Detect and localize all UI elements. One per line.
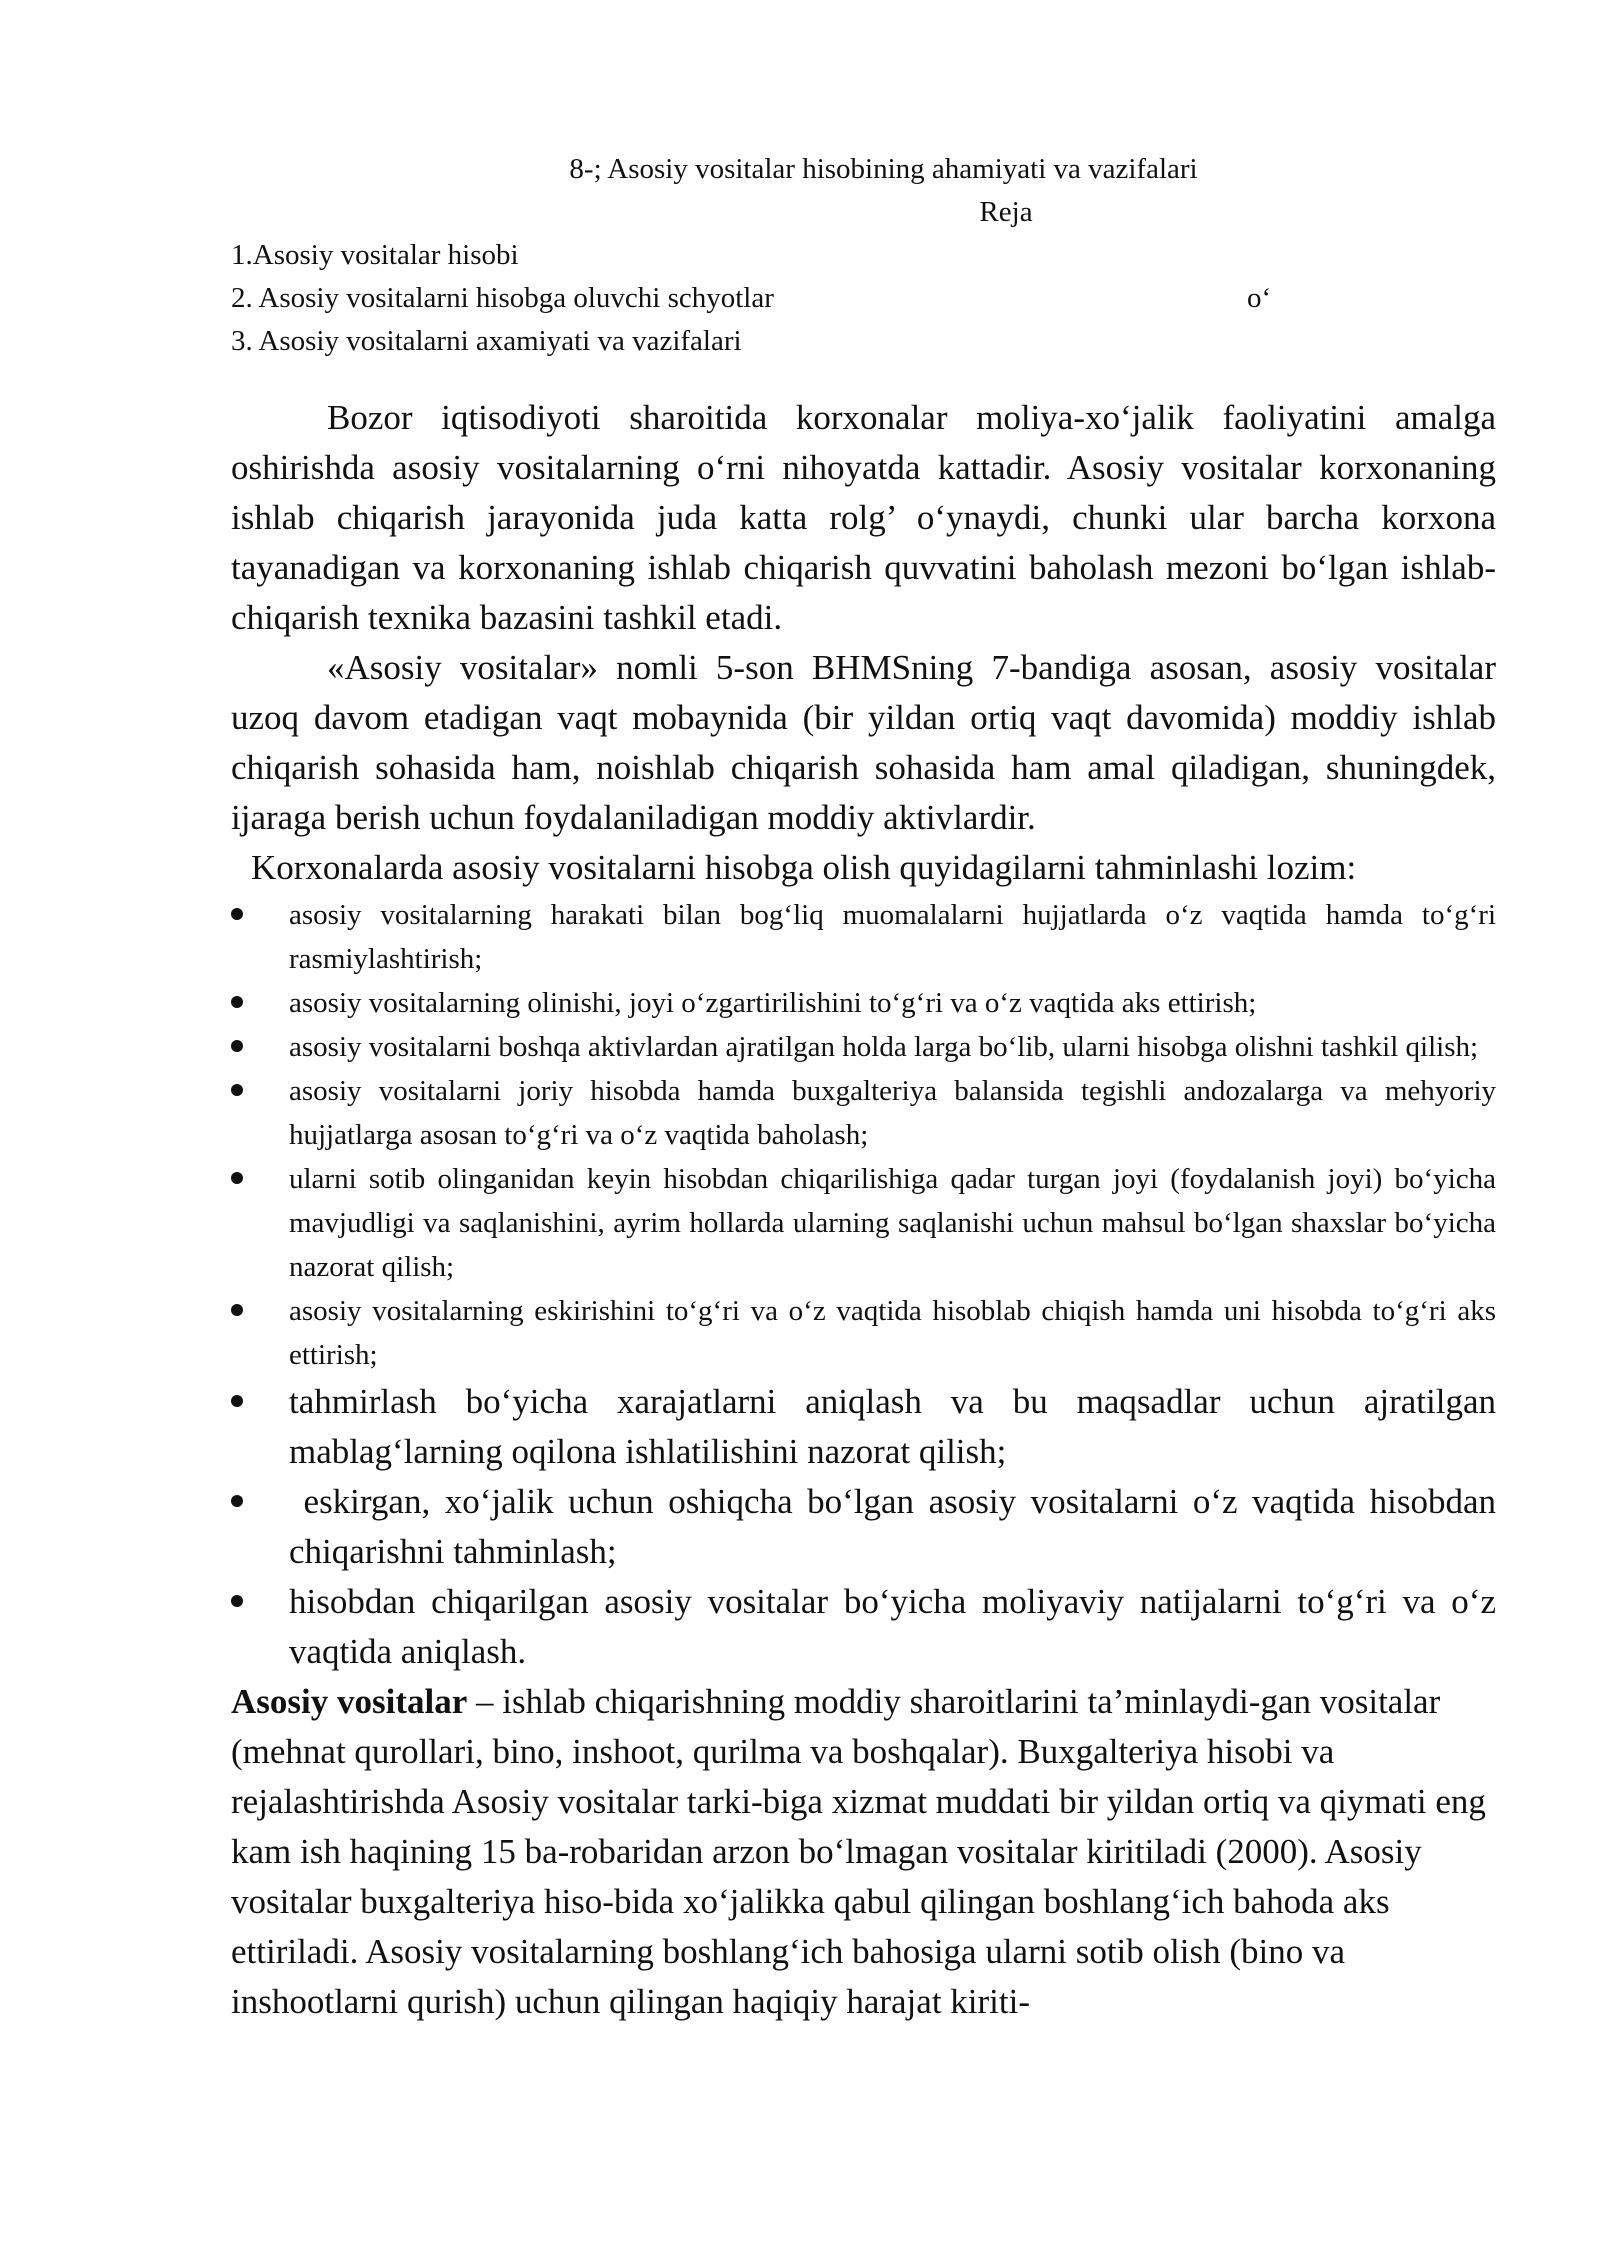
- bullet-icon: [231, 1395, 243, 1407]
- plan-item-text: 2. Asosiy vositalarni hisobga oluvchi schyotlar: [231, 282, 774, 314]
- list-item-text: asosiy vositalarni boshqa aktivlardan ajratilgan holda larga bo‘lib, ularni hisobga olishni tashkil qilish;: [289, 1031, 1479, 1063]
- list-item-text: asosiy vositalarni joriy hisobda hamda buxgalteriya balansida tegishli andozalarga va mehyoriy hujjatlarga asosan to‘g‘ri va o‘z vaqtida baholash;: [289, 1075, 1496, 1151]
- bullet-icon: [231, 1495, 243, 1507]
- plan-list: [231, 234, 1496, 363]
- list-item: [231, 1577, 1496, 1677]
- list-intro: Korxonalarda asosiy vositalarni hisobga olish quyidagilarni tahminlashi lozim:: [251, 848, 1357, 887]
- requirements-list: [231, 893, 1505, 1677]
- list-item-text: asosiy vositalarning eskirishini to‘g‘ri va o‘z vaqtida hisoblab chiqish hamda uni hisobda to‘g‘ri aks ettirish;: [289, 1295, 1496, 1371]
- list-item: [231, 1069, 1496, 1157]
- bullet-icon: [231, 996, 243, 1008]
- plan-heading: Reja: [979, 196, 1033, 228]
- plan-item-stray-char: o‘: [1247, 282, 1272, 314]
- list-item: [231, 981, 1496, 1025]
- bullet-icon: [231, 1084, 243, 1096]
- list-item-text: hisobdan chiqarilgan asosiy vositalar bo‘yicha moliyaviy natijalarni to‘g‘ri va o‘z vaqtida aniqlash.: [289, 1582, 1496, 1671]
- paragraph: «Asosiy vositalar» nomli 5-son BHMSning 7-bandiga asosan, asosiy vositalar uzoq davom etadigan vaqt mobaynida (bir yildan ortiq vaqt davomida) moddiy ishlab chiqarish sohasida ham, noishlab chiqarish sohasida ham amal qiladigan, shuningdek, ijaraga berish uchun foydalaniladigan moddiy aktivlardir.: [231, 648, 1496, 837]
- list-item: [231, 1289, 1496, 1377]
- document-title: 8-; Asosiy vositalar hisobining ahamiyati va vazifalari: [569, 153, 1198, 185]
- list-item-text: eskirgan, xo‘jalik uchun oshiqcha bo‘lgan asosiy vositalarni o‘z vaqtida hisobdan chiqarishni tahminlash;: [289, 1482, 1505, 1571]
- list-item: [231, 1477, 1505, 1577]
- definition-paragraph: [231, 1677, 1496, 2027]
- plan-item-text: 1.Asosiy vositalar hisobi: [231, 239, 519, 271]
- document-content: [231, 148, 1505, 2027]
- list-item: [231, 1377, 1496, 1477]
- list-item-text: asosiy vositalarning harakati bilan bog‘liq muomalalarni hujjatlarda o‘z vaqtida hamda to‘g‘ri rasmiylashtirish;: [289, 899, 1496, 975]
- list-item-text: tahmirlash bo‘yicha xarajatlarni aniqlash va bu maqsadlar uchun ajratilgan mablag‘larning oqilona ishlatilishini nazorat qilish;: [289, 1382, 1496, 1471]
- list-item: [231, 1157, 1496, 1289]
- bullet-icon: [231, 1595, 243, 1607]
- bullet-icon: [231, 1172, 243, 1184]
- definition-text: – ishlab chiqarishning moddiy sharoitlarini ta’minlaydi-gan vositalar (mehnat qurollari, bino, inshoot, qurilma va boshqalar). Buxgalteriya hisobi va rejalashtirishda Asosiy vositalar tarki-biga xizmat muddati bir yildan ortiq va qiymati eng kam ish haqining 15 ba-robaridan arzon bo‘lmagan vositalar kiritiladi (2000). Asosiy vositalar buxgalteriya hiso-bida xo‘jalikka qabul qilingan boshlang‘ich bahoda aks ettiriladi. Asosiy vositalarning boshlang‘ich bahosiga ularni sotib olish (bino va inshootlarni qurish) uchun qilingan haqiqiy harajat kiriti-: [231, 1682, 1486, 2021]
- plan-item: [231, 320, 1496, 363]
- list-item-text: ularni sotib olinganidan keyin hisobdan chiqarilishiga qadar turgan joyi (foydalanish joyi) bo‘yicha mavjudligi va saqlanishini, ayrim hollarda ularning saqlanishi uchun mahsul bo‘lgan shaxslar bo‘yicha nazorat qilish;: [289, 1163, 1496, 1283]
- list-item: [231, 893, 1496, 981]
- bullet-icon: [231, 1040, 243, 1052]
- list-item: [231, 1025, 1496, 1069]
- definition-term: Asosiy vositalar: [231, 1682, 468, 1721]
- list-item-text: asosiy vositalarning olinishi, joyi o‘zgartirilishini to‘g‘ri va o‘z vaqtida aks ettirish;: [289, 987, 1257, 1019]
- plan-item: [231, 277, 1496, 320]
- bullet-icon: [231, 1304, 243, 1316]
- plan-item-text: 3. Asosiy vositalarni axamiyati va vazifalari: [231, 325, 742, 357]
- plan-item: [231, 234, 1496, 277]
- paragraph: Bozor iqtisodiyoti sharoitida korxonalar moliya-xo‘jalik faoliyatini amalga oshirishda asosiy vositalarning o‘rni nihoyatda kattadir. Asosiy vositalar korxonaning ishlab chiqarish jarayonida juda katta rolg’ o‘ynaydi, chunki ular barcha korxona tayanadigan va korxonaning ishlab chiqarish quvvatini baholash mezoni bo‘lgan ishlab-chiqarish texnika bazasini tashkil etadi.: [231, 398, 1496, 637]
- bullet-icon: [231, 908, 243, 920]
